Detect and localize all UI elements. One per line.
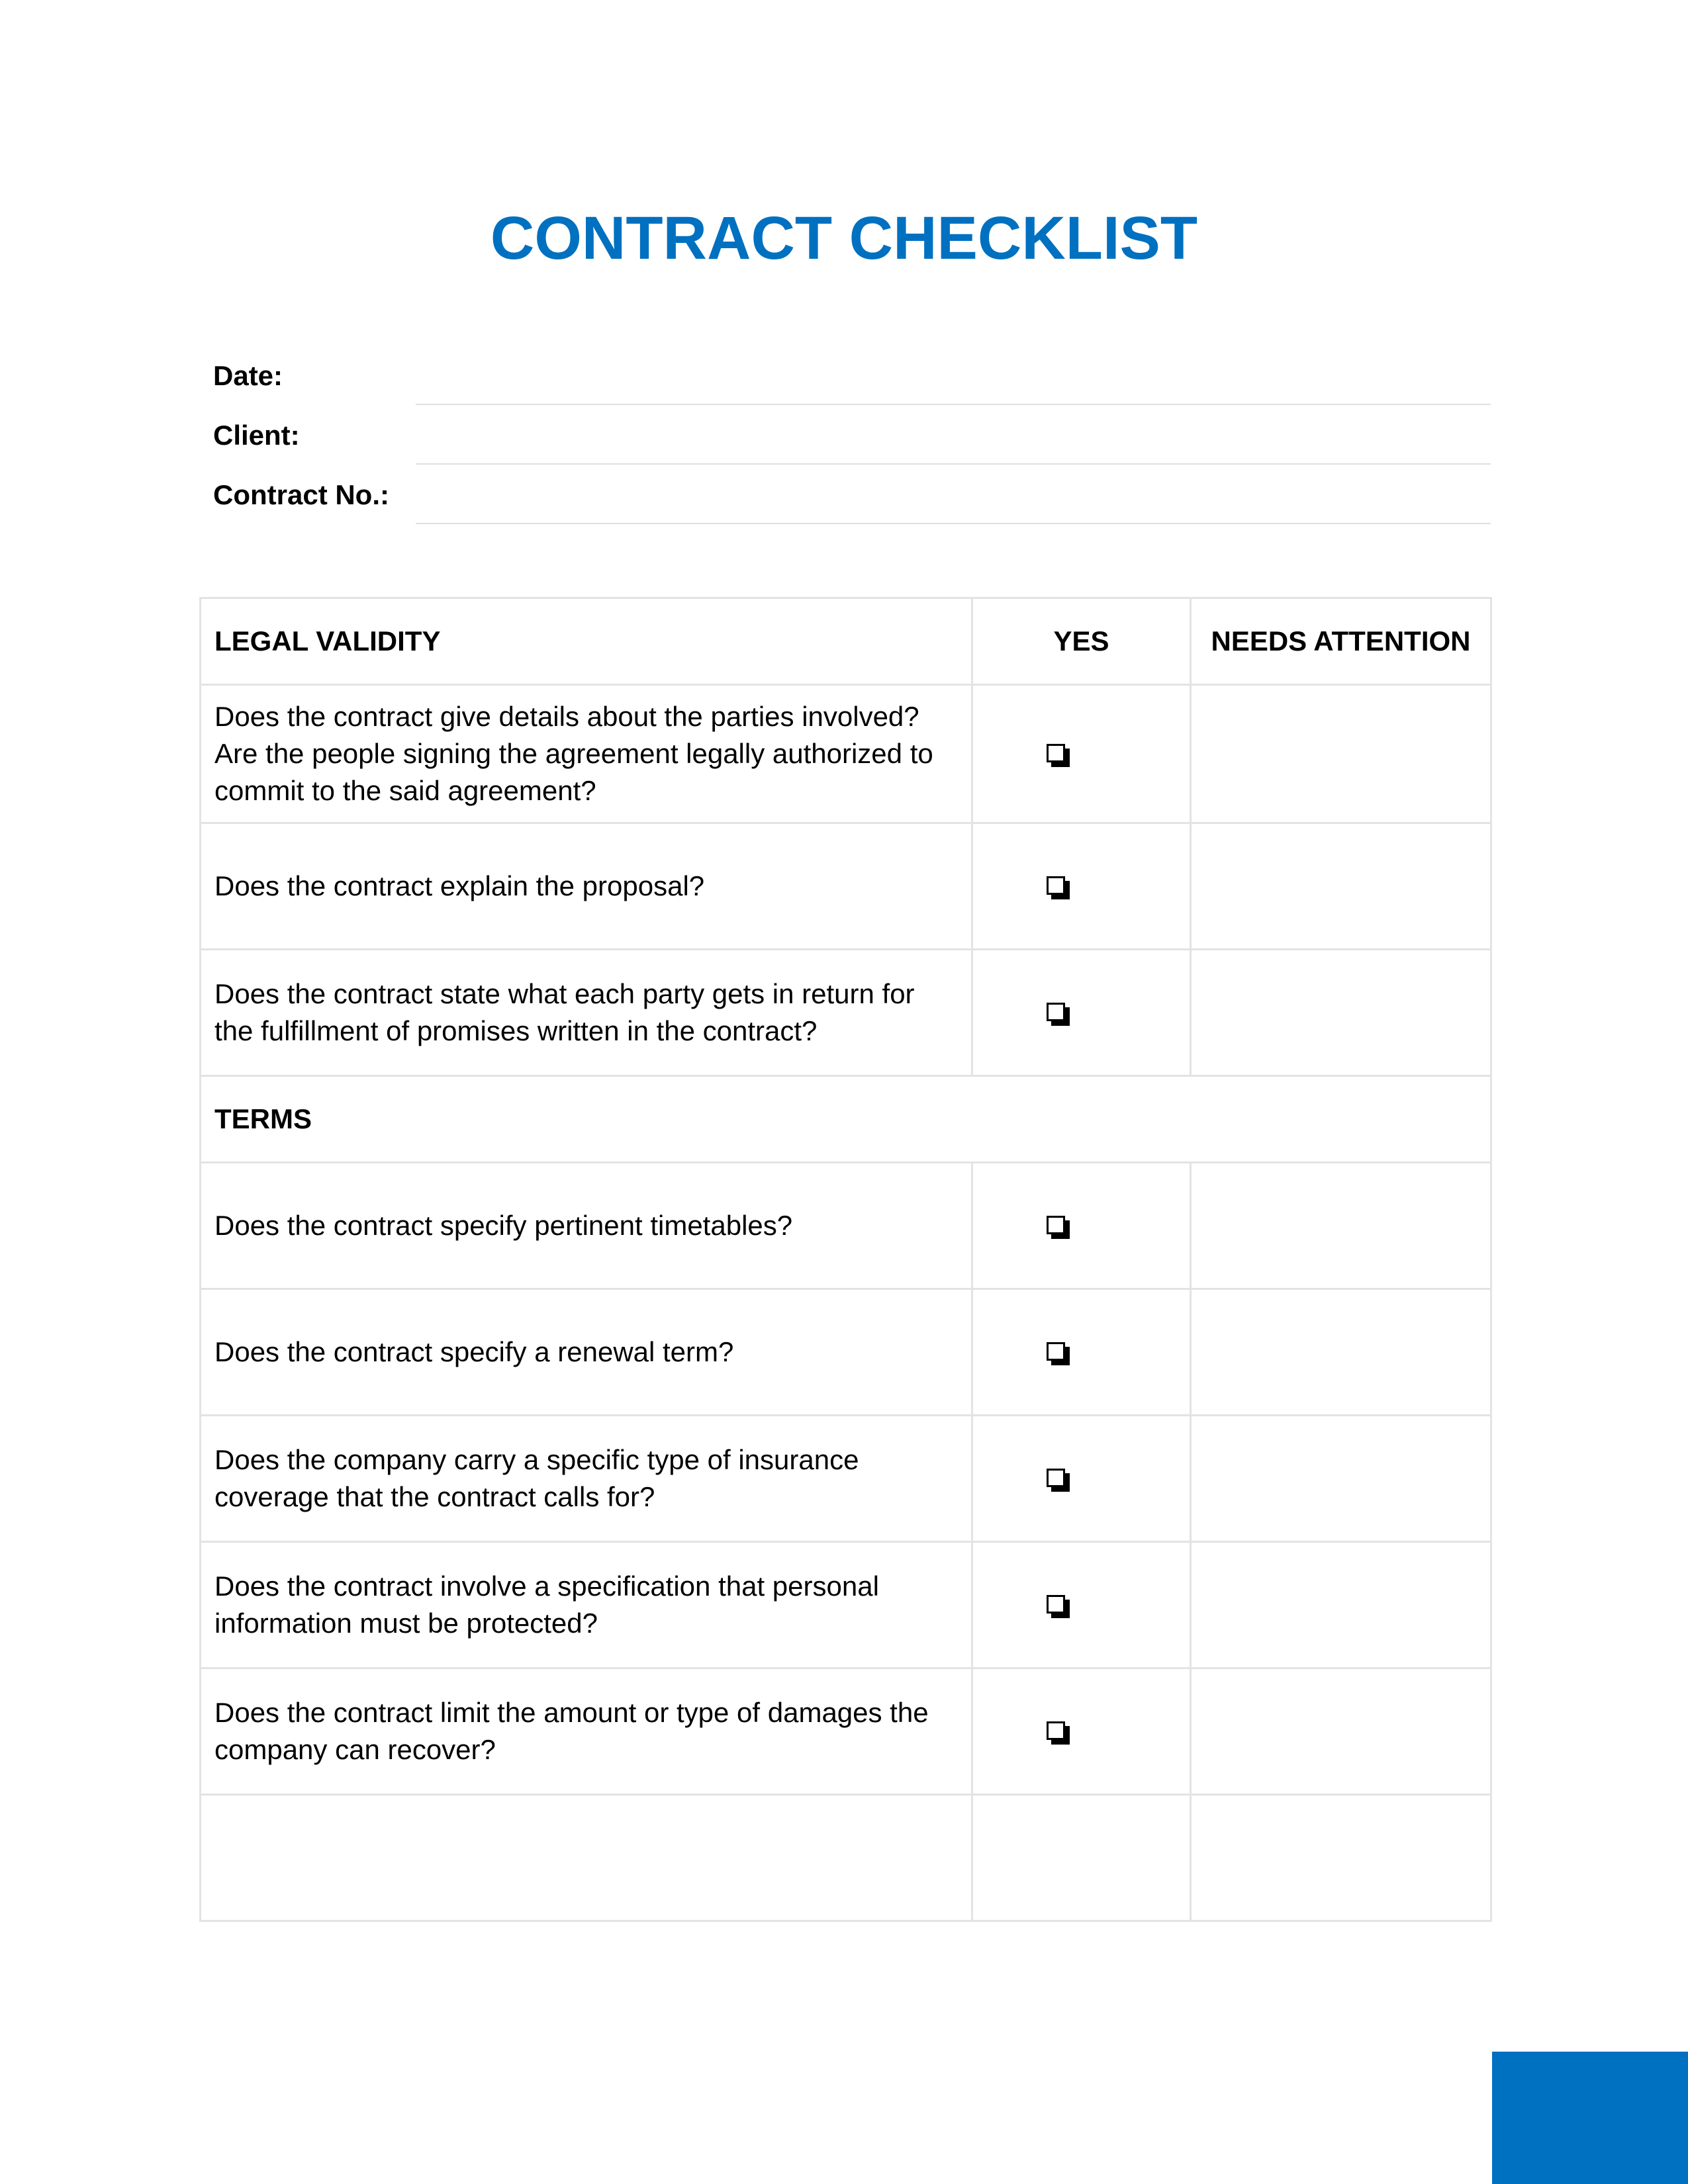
table-row [201,950,1491,1076]
question-cell: Does the contract involve a specification that personal information must be protected? [201,1542,972,1668]
checkbox-icon[interactable] [1047,1003,1070,1026]
contract-no-input-line[interactable] [416,523,1491,524]
checkbox-icon[interactable] [1047,1469,1070,1492]
table-row [201,1416,1491,1542]
checkbox-icon[interactable] [1047,876,1070,900]
table-header-row [201,598,1491,685]
needs-attention-cell[interactable] [1191,1668,1491,1795]
client-field [213,404,1491,463]
question-cell: Does the contract specify a renewal term? [201,1289,972,1416]
corner-accent-block [1492,2052,1688,2184]
header-needs-attention: NEEDS ATTENTION [1191,598,1491,685]
table-row-empty [201,1795,1491,1921]
date-label: Date: [213,360,283,391]
yes-cell [972,823,1191,950]
question-cell: Does the contract specify pertinent timetables? [201,1163,972,1289]
yes-cell [972,685,1191,823]
needs-attention-cell[interactable] [1191,1289,1491,1416]
table-row [201,1542,1491,1668]
checkbox-icon[interactable] [1047,1342,1070,1366]
yes-cell [972,950,1191,1076]
needs-attention-cell[interactable] [1191,685,1491,823]
question-cell: Does the company carry a specific type of insurance coverage that the contract calls for? [201,1416,972,1542]
checkbox-icon[interactable] [1047,744,1070,768]
table-row [201,685,1491,823]
question-cell: Does the contract limit the amount or type of damages the company can recover? [201,1668,972,1795]
contract-no-field [213,463,1491,523]
empty-needs-attention-cell[interactable] [1191,1795,1491,1921]
checklist-table [199,597,1492,1922]
question-cell: Does the contract give details about the parties involved? Are the people signing the agreement legally authorized to commit to the said agreement? [201,685,972,823]
yes-cell [972,1289,1191,1416]
yes-cell [972,1668,1191,1795]
header-yes: YES [972,598,1191,685]
contract-no-label: Contract No.: [213,479,389,510]
section-row-terms [201,1076,1491,1163]
table-row [201,1289,1491,1416]
empty-yes-cell[interactable] [972,1795,1191,1921]
needs-attention-cell[interactable] [1191,1163,1491,1289]
checkbox-icon[interactable] [1047,1721,1070,1745]
document-title: CONTRACT CHECKLIST [490,205,1198,272]
header-legal-validity: LEGAL VALIDITY [201,598,972,685]
needs-attention-cell[interactable] [1191,950,1491,1076]
checkbox-icon[interactable] [1047,1595,1070,1619]
section-heading-terms: TERMS [201,1076,1491,1163]
needs-attention-cell[interactable] [1191,823,1491,950]
yes-cell [972,1416,1191,1542]
yes-cell [972,1542,1191,1668]
question-cell: Does the contract state what each party gets in return for the fulfillment of promises written in the contract? [201,950,972,1076]
client-label: Client: [213,420,300,451]
yes-cell [972,1163,1191,1289]
table-row [201,1668,1491,1795]
needs-attention-cell[interactable] [1191,1542,1491,1668]
empty-question-cell[interactable] [201,1795,972,1921]
table-row [201,1163,1491,1289]
question-cell: Does the contract explain the proposal? [201,823,972,950]
checkbox-icon[interactable] [1047,1216,1070,1240]
needs-attention-cell[interactable] [1191,1416,1491,1542]
date-field [213,344,1491,404]
table-row [201,823,1491,950]
